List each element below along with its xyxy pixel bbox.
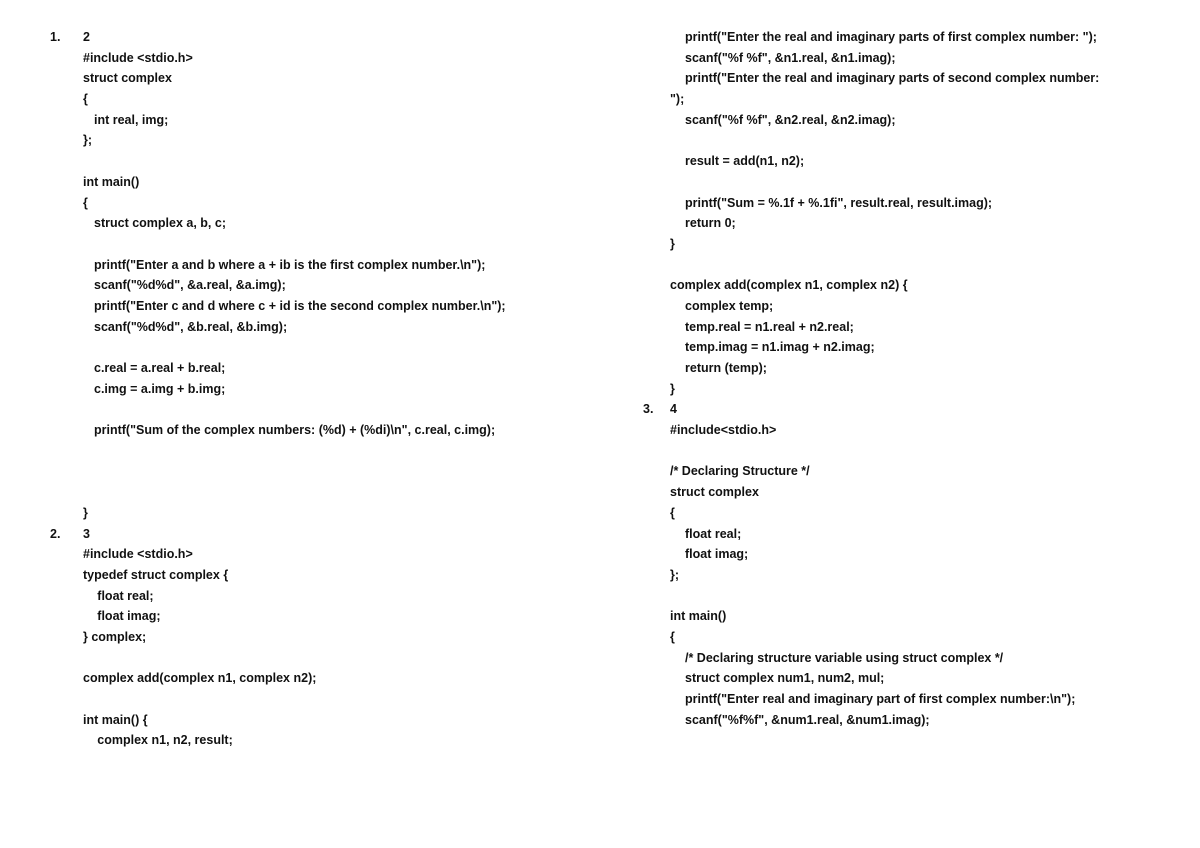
code-line xyxy=(50,710,610,731)
code-text: struct complex xyxy=(83,71,172,86)
code-line xyxy=(643,689,1163,710)
code-line xyxy=(643,275,1163,296)
code-text: printf("Enter the real and imaginary parts of first complex number: "); xyxy=(685,30,1097,44)
code-text: float real; xyxy=(97,588,154,603)
code-line xyxy=(50,275,610,296)
code-line xyxy=(643,503,1163,524)
code-text: typedef struct complex { xyxy=(83,567,229,582)
code-line xyxy=(643,213,1163,234)
code-text: c.real = a.real + b.real; xyxy=(94,361,226,375)
numbered-code-line xyxy=(50,524,610,545)
code-line xyxy=(643,420,1163,441)
code-line xyxy=(50,689,610,710)
code-line xyxy=(643,544,1163,565)
code-line xyxy=(50,544,610,565)
code-line xyxy=(643,27,1163,48)
code-line xyxy=(50,420,610,441)
code-text: /* Declaring structure variable using struct complex */ xyxy=(685,650,1004,665)
code-line xyxy=(50,317,610,338)
code-text: } xyxy=(670,381,675,396)
code-line xyxy=(50,379,610,400)
code-text: float imag; xyxy=(685,547,749,562)
code-text: 4 xyxy=(670,402,677,417)
code-text: #include <stdio.h> xyxy=(83,50,193,65)
code-line xyxy=(643,565,1163,586)
code-line xyxy=(643,151,1163,172)
code-text: complex temp; xyxy=(685,298,774,313)
code-line xyxy=(643,379,1163,400)
code-line xyxy=(643,172,1163,193)
code-line xyxy=(50,482,610,503)
code-line xyxy=(50,358,610,379)
numbered-code-line xyxy=(643,399,1163,420)
code-line xyxy=(643,606,1163,627)
list-number: 2. xyxy=(50,526,61,541)
code-line xyxy=(50,296,610,317)
code-line xyxy=(643,317,1163,338)
code-line xyxy=(50,234,610,255)
code-line xyxy=(643,524,1163,545)
code-text: printf("Enter the real and imaginary parts of second complex number: xyxy=(685,71,1100,86)
code-text: printf("Sum = %.1f + %.1fi", result.real, result.imag); xyxy=(685,195,993,210)
code-line xyxy=(50,68,610,89)
code-text: int main() xyxy=(670,609,727,624)
code-line xyxy=(50,441,610,462)
code-text: complex n1, n2, result; xyxy=(97,733,233,748)
code-line xyxy=(50,730,610,751)
code-line xyxy=(643,461,1163,482)
code-text: } complex; xyxy=(83,629,147,644)
code-line xyxy=(643,193,1163,214)
code-text: scanf("%f%f", &num1.real, &num1.imag); xyxy=(685,712,930,727)
code-text: "); xyxy=(670,92,685,107)
code-line xyxy=(643,358,1163,379)
code-text: complex add(complex n1, complex n2) { xyxy=(670,278,908,293)
code-line xyxy=(50,461,610,482)
code-text: 2 xyxy=(83,30,90,44)
code-line xyxy=(643,68,1163,89)
code-line xyxy=(50,399,610,420)
code-line xyxy=(643,586,1163,607)
code-text: { xyxy=(83,195,88,210)
code-text: struct complex num1, num2, mul; xyxy=(685,671,885,686)
code-text: 3 xyxy=(83,526,90,541)
code-text: struct complex xyxy=(670,485,759,500)
code-line xyxy=(50,213,610,234)
code-text: printf("Sum of the complex numbers: (%d) + (%di)\n", c.real, c.img); xyxy=(94,423,496,438)
code-text: float imag; xyxy=(97,609,161,624)
left-code-column xyxy=(50,27,610,751)
code-line xyxy=(643,48,1163,69)
code-line xyxy=(643,482,1163,503)
code-text: { xyxy=(83,92,88,107)
code-text: struct complex a, b, c; xyxy=(94,216,226,231)
code-line xyxy=(643,89,1163,110)
code-text: #include <stdio.h> xyxy=(83,547,193,562)
code-text: } xyxy=(670,236,675,251)
code-line xyxy=(643,627,1163,648)
code-line xyxy=(50,110,610,131)
code-text: scanf("%d%d", &a.real, &a.img); xyxy=(94,278,286,293)
code-line xyxy=(643,255,1163,276)
code-line xyxy=(50,151,610,172)
code-text: }; xyxy=(83,133,93,148)
code-line xyxy=(643,337,1163,358)
code-line xyxy=(643,648,1163,669)
code-line xyxy=(50,337,610,358)
code-text: scanf("%f %f", &n1.real, &n1.imag); xyxy=(685,50,896,65)
code-line xyxy=(50,503,610,524)
code-line xyxy=(643,710,1163,731)
code-line xyxy=(50,48,610,69)
code-line xyxy=(50,606,610,627)
code-text: return (temp); xyxy=(685,361,767,375)
code-text: } xyxy=(83,505,88,520)
code-line xyxy=(50,648,610,669)
list-number: 3. xyxy=(643,402,654,417)
numbered-code-line xyxy=(50,27,610,48)
code-text: printf("Enter c and d where c + id is the second complex number.\n"); xyxy=(94,298,506,313)
code-text: printf("Enter real and imaginary part of first complex number:\n"); xyxy=(685,692,1076,706)
code-text: { xyxy=(670,629,675,644)
code-line xyxy=(50,193,610,214)
code-text: int real, img; xyxy=(94,112,169,127)
code-text: /* Declaring Structure */ xyxy=(670,464,810,479)
code-line xyxy=(50,565,610,586)
code-text: c.img = a.img + b.img; xyxy=(94,381,226,396)
code-text: scanf("%f %f", &n2.real, &n2.imag); xyxy=(685,112,896,127)
code-text: float real; xyxy=(685,526,742,541)
code-line xyxy=(50,255,610,276)
code-line xyxy=(643,130,1163,151)
code-line xyxy=(50,627,610,648)
code-line xyxy=(50,172,610,193)
code-text: result = add(n1, n2); xyxy=(685,154,805,169)
code-text: return 0; xyxy=(685,216,736,231)
code-text: printf("Enter a and b where a + ib is the first complex number.\n"); xyxy=(94,257,486,272)
code-line xyxy=(643,296,1163,317)
code-line xyxy=(50,89,610,110)
code-line xyxy=(643,441,1163,462)
list-number: 1. xyxy=(50,30,61,44)
code-line xyxy=(643,668,1163,689)
code-text: int main() { xyxy=(83,712,148,727)
code-text: }; xyxy=(670,567,680,582)
code-text: { xyxy=(670,505,675,520)
code-text: temp.imag = n1.imag + n2.imag; xyxy=(685,340,875,355)
code-line xyxy=(50,130,610,151)
code-text: complex add(complex n1, complex n2); xyxy=(83,671,317,686)
code-line xyxy=(643,234,1163,255)
code-line xyxy=(50,668,610,689)
code-line xyxy=(643,110,1163,131)
code-text: temp.real = n1.real + n2.real; xyxy=(685,319,854,334)
right-code-column xyxy=(643,27,1163,730)
code-text: scanf("%d%d", &b.real, &b.img); xyxy=(94,319,288,334)
code-line xyxy=(50,586,610,607)
code-text: int main() xyxy=(83,174,140,189)
code-text: #include<stdio.h> xyxy=(670,423,777,438)
